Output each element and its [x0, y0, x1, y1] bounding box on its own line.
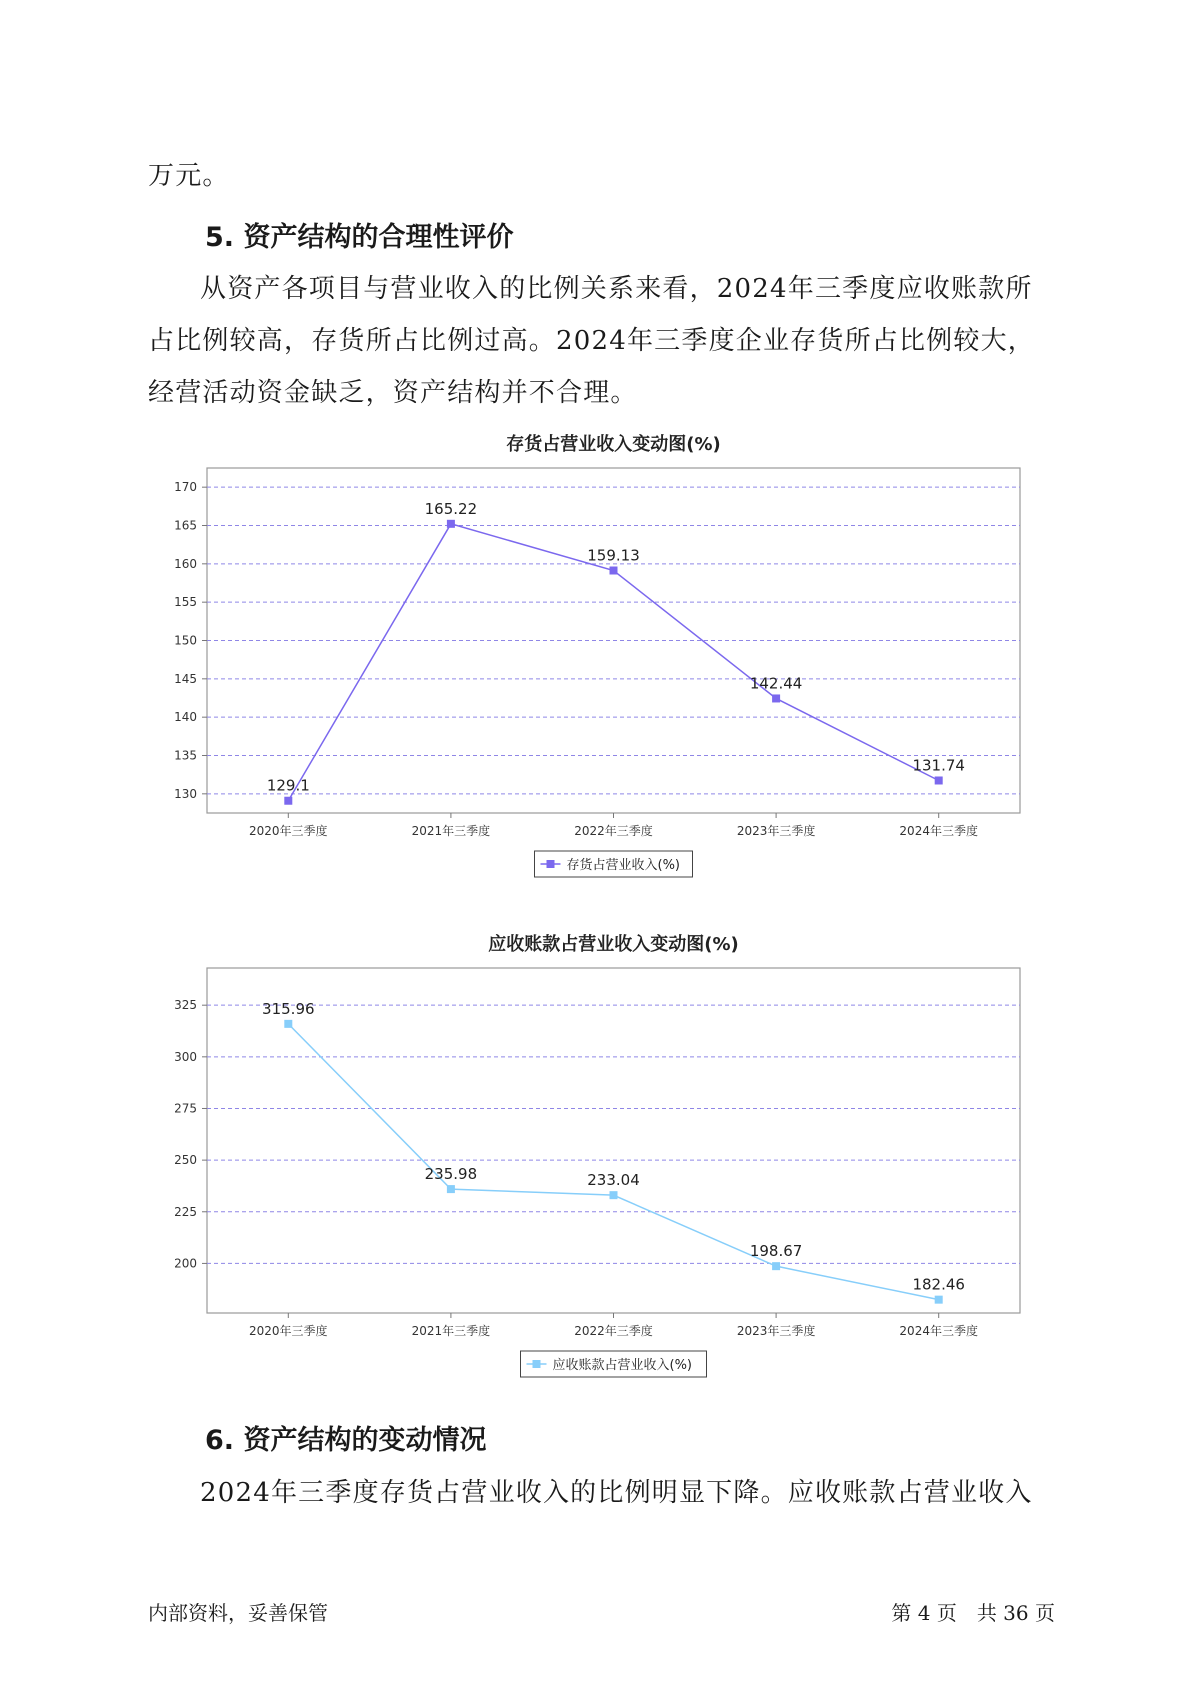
chart-2-data-label: 198.67	[749, 1242, 803, 1261]
chart-2-x-tick-label: 2020年三季度	[249, 1324, 328, 1338]
chart-1-y-tick-label: 140	[174, 710, 197, 725]
chart-2-data-point	[610, 1191, 618, 1199]
chart-1-y-tick-label: 150	[174, 633, 197, 648]
inventory-ratio-chart	[0, 430, 1191, 890]
chart-2-data-point	[772, 1262, 780, 1270]
chart-1-y-tick-label: 160	[174, 556, 197, 571]
chart-2-legend-marker	[533, 1360, 541, 1368]
chart-2-y-tick-label: 250	[174, 1153, 197, 1168]
chart-1-y-tick-label: 155	[174, 595, 197, 610]
paragraph-line: 经营活动资金缺乏，资产结构并不合理。	[148, 378, 638, 408]
chart-1-x-tick-label: 2022年三季度	[574, 824, 653, 838]
chart-2-y-tick-label: 225	[174, 1204, 197, 1219]
chart-2-x-tick-label: 2023年三季度	[736, 1324, 816, 1338]
chart-1-data-point	[772, 694, 780, 702]
chart-2-y-tick-label: 325	[174, 998, 197, 1013]
chart-2-data-point	[935, 1296, 943, 1304]
chart-1-legend-label: 存货占营业收入(%)	[566, 858, 680, 873]
chart-1-x-tick-label: 2023年三季度	[736, 824, 816, 838]
section-heading-5: 5. 资产结构的合理性评价	[205, 222, 514, 253]
footer-page-number: 第 4 页 共 36 页	[891, 1601, 1055, 1625]
chart-1-y-tick-label: 165	[174, 518, 197, 533]
chart-2-data-label: 233.04	[587, 1171, 640, 1190]
chart-1-y-tick-label: 135	[174, 748, 197, 763]
chart-2-x-tick-label: 2024年三季度	[899, 1324, 978, 1338]
chart-1-x-tick-label: 2024年三季度	[899, 824, 978, 838]
chart-1-data-point	[284, 797, 292, 805]
footer-left: 内部资料，妥善保管	[148, 1601, 328, 1625]
chart-2-y-tick-label: 275	[174, 1101, 197, 1116]
chart-1-legend-marker	[547, 860, 555, 868]
chart-1-y-tick-label: 130	[174, 786, 197, 801]
chart-1-data-point	[447, 520, 455, 528]
chart-2-data-label: 182.46	[912, 1275, 965, 1294]
receivables-ratio-chart	[0, 930, 1191, 1390]
chart-2-title: 应收账款占营业收入变动图(%)	[488, 934, 739, 955]
chart-2-data-label: 235.98	[424, 1165, 478, 1184]
chart-2-data-point	[284, 1020, 292, 1028]
chart-1-y-tick-label: 170	[174, 480, 197, 495]
chart-1-data-label: 159.13	[587, 546, 640, 565]
chart-1-x-tick-label: 2020年三季度	[249, 824, 328, 838]
chart-2-y-tick-label: 200	[174, 1256, 197, 1271]
chart-2-legend-label: 应收账款占营业收入(%)	[552, 1358, 692, 1373]
chart-1-data-point	[610, 567, 618, 575]
chart-2-x-tick-label: 2021年三季度	[411, 1324, 491, 1338]
chart-1-data-label: 129.1	[266, 776, 310, 795]
chart-2-x-tick-label: 2022年三季度	[574, 1324, 653, 1338]
chart-1-y-tick-label: 145	[174, 671, 197, 686]
chart-1-x-tick-label: 2021年三季度	[411, 824, 491, 838]
paragraph-asset-structure	[148, 263, 1048, 419]
chart-1-data-point	[935, 776, 943, 784]
paragraph-asset-change: 2024年三季度存货占营业收入的比例明显下降。应收账款占营业收入	[200, 1478, 1033, 1508]
section-heading-6: 6. 资产结构的变动情况	[205, 1425, 487, 1456]
chart-2-data-label: 315.96	[262, 999, 315, 1018]
chart-1-data-label: 142.44	[749, 674, 803, 693]
chart-2-y-tick-label: 300	[174, 1049, 197, 1064]
paragraph-line: 占比例较高，存货所占比例过高。2024年三季度企业存货所占比例较大，	[148, 326, 1035, 356]
chart-2-plot-area	[207, 968, 1020, 1313]
paragraph-line: 从资产各项目与营业收入的比例关系来看，2024年三季度应收账款所	[200, 274, 1033, 304]
chart-1-data-label: 131.74	[912, 756, 965, 775]
chart-2-data-point	[447, 1185, 455, 1193]
chart-1-title: 存货占营业收入变动图(%)	[506, 434, 721, 455]
chart-1-data-label: 165.22	[424, 499, 478, 518]
paragraph-continuation: 万元。	[148, 161, 230, 191]
